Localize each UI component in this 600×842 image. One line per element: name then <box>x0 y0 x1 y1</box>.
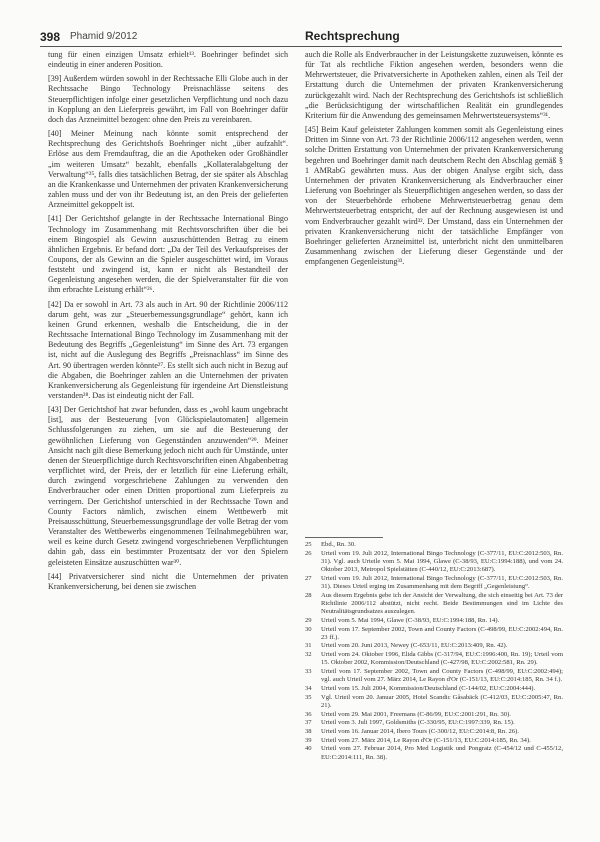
footnote <box>305 694 563 710</box>
footnote-number: 31 <box>305 642 312 650</box>
footnote-text: Urteil vom 19. Juli 2012, International Bingo Technology (C-377/11, EU:C:2012:503, Rn. 31). Vgl. auch Urteile vom 5. Mai 1994, Glawe (C-38/93, EU:C:1994:188), und vom 24. Oktober 2013, Metropol Spielstätten (C-440/12, EU:C:2013:687). <box>321 549 563 574</box>
footnote-number: 29 <box>305 616 312 624</box>
footnote-number: 38 <box>305 727 312 735</box>
footnote-number: 40 <box>305 745 312 753</box>
footnote-text: Aus diesem Ergebnis gebe ich der Ansicht der Verwaltung, die sich einseitig bei Art. 73 der Richtlinie 2006/112 abstützt, nicht recht. Beide Bestimmungen sind im Lichte des Neutralitätsgrundsatzes auszulegen. <box>321 591 563 616</box>
footnote <box>305 719 563 727</box>
paragraph: auch die Rolle als Endverbraucher in der Leistungskette zuzuweisen, könnte es für Tat als rechtliche Fiktion angesehen werden, besonders wenn die Mehrwertsteuer, die Privatversicherte in Apotheken zahlen, einen als Teil der Erstattung durch die Unternehmen der privaten Krankenversicherung zurückgezahlt wird. Nach der Rechtsprechung des Gerichtshofs ist schließlich „die Berücksichtigung der wirtschaftlichen Realität ein grundlegendes Kriterium für die Anwendung des gemeinsamen Mehrwertsteuersystems“³¹. <box>305 50 563 120</box>
footnote <box>305 550 563 575</box>
paragraph: [45] Beim Kauf geleisteter Zahlungen kommen somit als Gegenleistung eines Dritten im Sinne von Art. 73 der Richtlinie 2006/112 angesehen werden, wenn solche Dritten Erstattung von Unternehmen der privaten Krankenversicherung begehren und Boehringer damit nach deutschem Recht den Abschlag gemäß § 1 AMRabG gewährten muss. Aus der obigen Analyse ergibt sich, dass Unternehmen der privaten Krankenversicherung als Endverbraucher einer Lieferung von Boehringer als Steuerpflichtigen angesehen werden, so dass der von der Steuerbehörde erhobene Mehrwertsteuerbetrag genau dem Mehrwertsteuerbetrag entspricht, der auf der Rechnung ausgewiesen ist und vom Endverbraucher gezahlt wird³². Der Umstand, dass ein Unternehmen der privaten Krankenversicherung nicht der tatsächliche Empfänger von Boehringer gelieferten Arzneimittel ist, unterbricht nicht den unmittelbaren Zusammenhang zwischen der Lieferung dieser Gegenstände und der empfangenen Gegenleistung³³. <box>305 125 563 267</box>
footnote-number: 27 <box>305 574 312 582</box>
footnotes <box>305 541 563 762</box>
footnote-text: Vgl. Urteil vom 20. Januar 2005, Hotel Scandic Gåsabäck (C-412/03, EU:C:2005:47, Rn. 21). <box>321 693 563 709</box>
footnote-text: Urteil vom 5. Mai 1994, Glawe (C-38/93, EU:C:1994:188, Rn. 14). <box>321 616 500 624</box>
paragraph: tung für einen einzigen Umsatz erhielt¹³. Boehringer befindet sich eindeutig in einer anderen Position. <box>48 50 288 70</box>
footnote <box>305 541 563 549</box>
footnote-text: Urteil vom 20. Juni 2013, Newey (C-653/11, EU:C:2013:409, Rn. 42). <box>321 642 508 650</box>
footnote-text: Urteil vom 3. Juli 1997, Goldsmiths (C-330/95, EU:C:1997:339, Rn. 15). <box>321 719 515 727</box>
footnote-number: 35 <box>305 693 312 701</box>
footnote <box>305 685 563 693</box>
footnote <box>305 575 563 591</box>
paragraph: [41] Der Gerichtshof gelangte in der Rechtssache International Bingo Technology im Zusammenhang mit Rechtsvorschriften über die bei einem Bingospiel als Gewinn auszuschüttenden Betrag zu einem ähnlichen Ergebnis. Er befand dort: „Da der Teil des Verkaufspreises der Coupons, der als Gewinn an die Spieler ausgeschüttet wird, im Voraus feststeht und zwingend ist, kann er nicht als Bestandteil der Gegenleistung angesehen werden, die der Spielveranstalter für die von ihm erbrachte Leistung erhält“²⁶. <box>48 214 288 295</box>
footnote-text: Ebd., Rn. 30. <box>321 541 356 548</box>
footnote-text: Urteil vom 24. Oktober 1996, Elida Gibbs (C-317/94, EU:C:1996:400, Rn. 19); Urteil vom 15. Oktober 2002, Kommission/Deutschland (C-427/98, EU:C:2002:581, Rn. 29). <box>321 651 563 667</box>
footnote-text: Urteil vom 19. Juli 2012, International Bingo Technology (C-377/11, EU:C:2012:503, Rn. 31). Dieses Urteil erging im Zusammenhang mit dem Begriff „Gegenleistung“. <box>321 574 563 591</box>
section-title: Rechtsprechung <box>305 29 400 43</box>
right-column <box>305 50 563 271</box>
footnote-number: 33 <box>305 668 312 676</box>
footnote-rule <box>305 537 383 538</box>
footnote <box>305 728 563 736</box>
paragraph: [40] Meiner Meinung nach könnte somit entsprechend der Rechtsprechung des Gerichtshofs Boehringer nicht „über aufzahlt“. Erlöse aus dem Fremdauftrag, die an die Apotheken oder Großhändler „im weiteren Umsatz“ bezahlt, ebenfalls „Kollateralabgeltung der Verwaltung“²⁵, falls dies tatsächlichen Betrag, der sie später als Abschlag an die Krankenkasse und Unternehmen der privaten Krankenversicherung zahlen muss und der von ihr Bedeutung ist, an den Preis der gelieferten Arzneimittel gekoppelt ist. <box>48 129 288 210</box>
paragraph: [43] Der Gerichtshof hat zwar befunden, dass es „wohl kaum ungebracht [ist], aus der Besteuerung [von Glückspielautomaten] allgemein Schlussfolgerungen zu ziehen, um sie auf die Besteuerung der gewöhnlichen Lieferung von Gegenständen anzuwenden“²⁹. Meiner Ansicht nach gilt diese Bemerkung jedoch nicht auch für Umstände, unter denen der Steuerpflichtige durch Rechtsvorschriften einen Abgabenbetrag verpflichtet wird, der Preis, der er letztlich für eine Lieferung erhält, durch zwingend vorgeschriebene Zahlungen zu verwenden den Endverbraucher oder einen Dritten proportional zum Lieferpreis zu verringern. Der Gerichtshof unterschied in der Rechtssache Town and County Factors nämlich, zwischen einem Wettbewerb mit Preisausschüttung, Steuerbemessungsgrundlage der volle Betrag der vom Veranstalter des Wettbewerbs eingenommenen Teilnahmegebühren war, weil es keine durch Gesetz zwingend vorgeschriebenen Verpflichtungen dahin gab, dass ein bestimmter Prozentsatz der vor den Spielern geleisteten Einsätze auszuschütten war³⁰. <box>48 405 288 567</box>
footnote-text: Urteil vom 17. September 2002, Town and County Factors (C-498/99, EU:C:2002:494, Rn. 23 ff.). <box>321 625 563 641</box>
footnote <box>305 711 563 719</box>
footnote-text: Urteil vom 27. März 2014, Le Rayon d'Or (C-151/13, EU:C:2014:185, Rn. 34). <box>321 736 531 744</box>
footnote <box>305 737 563 745</box>
footnote <box>305 617 563 625</box>
footnote-number: 32 <box>305 651 312 659</box>
paragraph: [42] Da er sowohl in Art. 73 als auch in Art. 90 der Richtlinie 2006/112 darum geht, was zur „Steuerbemessungsgrundlage“ gehört, kann ich keinen Grund erkennen, weshalb die Entscheidung, die in der Rechtssache International Bingo Technology im Zusammenhang mit der Bedeutung des Begriffs „Gegenleistung“ im Sinne des Art. 73 ergangen ist, nicht auf die Auslegung des Begriffs „Preisnachlass“ im Sinne des Art. 90 übertragen werden könnte²⁷. Es stellt sich auch nicht in Bezug auf die Abgaben, die Boehringer zahlen an die Unternehmen der privaten Krankenversicherung als Gegenleistung für irgendeine Art Dienstleistung verstanden²⁸. Das ist eindeutig nicht der Fall. <box>48 299 288 400</box>
footnote <box>305 592 563 617</box>
paragraph: [44] Privatversicherer sind nicht die Unternehmen der privaten Krankenversicherung, bei denen sie zwischen <box>48 571 288 591</box>
footnote-number: 34 <box>305 684 312 692</box>
footnote <box>305 642 563 650</box>
footnote-number: 25 <box>305 541 312 548</box>
left-column <box>48 50 288 596</box>
footnote-text: Urteil vom 16. Januar 2014, Ibero Tours (C-300/12, EU:C:2014:8, Rn. 26). <box>321 727 519 735</box>
footnote-number: 28 <box>305 591 312 599</box>
footnote-text: Urteil vom 29. Mai 2001, Freemans (C-86/99, EU:C:2001:291, Rn. 30). <box>321 710 511 718</box>
footnote <box>305 745 563 761</box>
footnote <box>305 651 563 667</box>
paragraph: [39] Außerdem würden sowohl in der Rechtssache Elli Globe auch in der Rechtssache Bingo Technology Preisnachlässe seitens des Steuerpflichtigen infolge einer gesetzlichen Verpflichtung und noch dazu in Kopplung an den Lieferpreis gewährt, im Fall von Boehringer dafür doch das Arzneimittel bezogen: ohne den Preis zu vereinbaren. <box>48 74 288 124</box>
header-rule <box>40 46 562 47</box>
footnote-text: Urteil vom 27. Februar 2014, Pro Med Logistik und Pongratz (C-454/12 und C-455/12, EU:C:2014:111, Rn. 38). <box>321 745 563 761</box>
footnote <box>305 668 563 684</box>
page-number: 398 <box>40 30 61 44</box>
footnote-text: Urteil vom 15. Juli 2004, Kommission/Deutschland (C-144/02, EU:C:2004:444). <box>321 684 536 692</box>
footnote <box>305 626 563 642</box>
footnote-number: 39 <box>305 736 312 744</box>
footnote-number: 36 <box>305 710 312 718</box>
journal-name: Phamid 9/2012 <box>70 31 138 42</box>
footnote-number: 26 <box>305 549 312 557</box>
footnote-text: Urteil vom 17. September 2002, Town and County Factors (C-498/99, EU:C:2002:494); vgl. auch Urteil vom 27. März 2014, Le Rayon d'Or (C-151/13, EU:C:2014:185, Rn. 34 f.). <box>321 668 563 684</box>
footnote-number: 30 <box>305 625 312 633</box>
footnote-number: 37 <box>305 719 312 727</box>
